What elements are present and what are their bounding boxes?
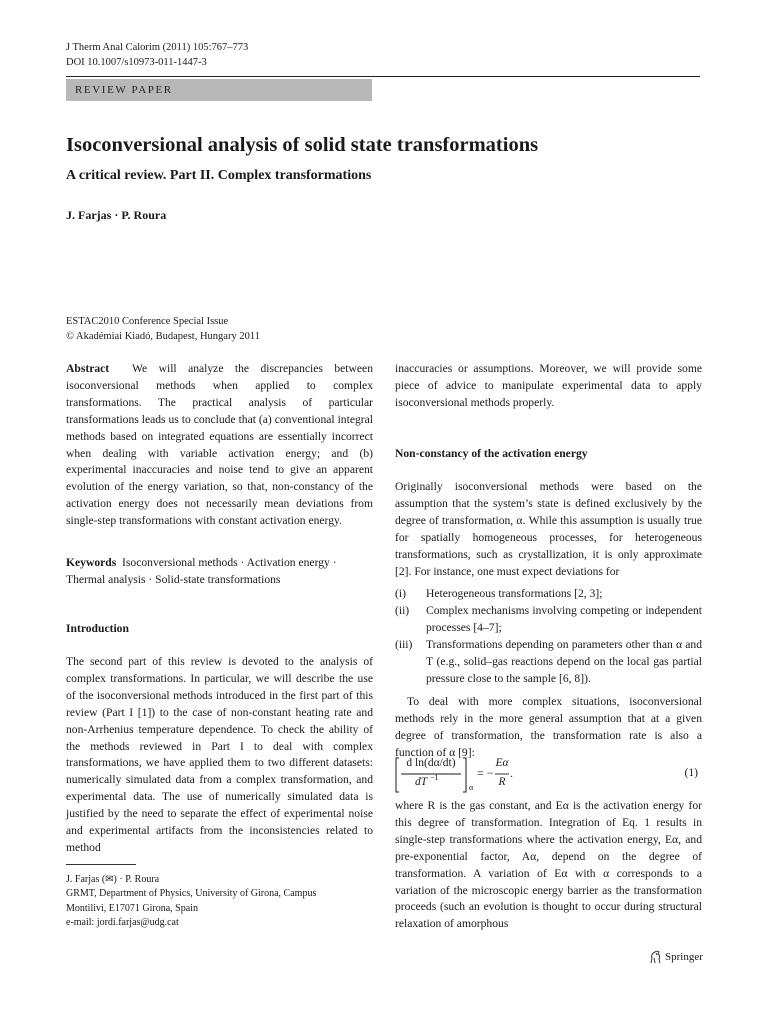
equation-exponent: −1 bbox=[430, 773, 439, 782]
rhs-denominator: R bbox=[498, 776, 506, 788]
list-item bbox=[395, 586, 702, 603]
paper-subtitle: A critical review. Part II. Complex transformations bbox=[66, 168, 372, 183]
introduction-paragraph: The second part of this review is devoted to the analysis of complex transformations. In particular, we will describe the use of the isoconversional methods introduced in the first part of this review (Part I [1]) to the case of non-constant heating rate and non-Arrhenius temperature dependence. To check the ability of the methods reviewed in Part I to deal with complex transformations, we have applied them to two different datasets: numerically simulated data from a complex transformation, and experimental data. The use of numerically simulated data is justified by the need to separate the effect of experimental noise and experimental artifacts from the inconsistencies related to method bbox=[66, 655, 373, 854]
list-item-number: (ii) bbox=[395, 604, 410, 618]
continuation-paragraph: inaccuracies or assumptions. Moreover, we will provide some piece of advice to manipulate experimental data to apply isoconversional methods properly. bbox=[395, 362, 702, 409]
article-type-banner bbox=[66, 79, 372, 101]
list-item-text: Heterogeneous transformations [2, 3]; bbox=[426, 587, 603, 601]
copyright-line: © Akadémiai Kiadó, Budapest, Hungary 2011 bbox=[66, 331, 260, 342]
keywords-label: Keywords bbox=[66, 556, 117, 569]
equals-minus-sign: = − bbox=[477, 766, 494, 780]
activation-paragraph-3: where R is the gas constant, and Eα is the activation energy for this degree of transformation. Integration of Eq. 1 results in single-step transformations where the activation energy, Eα, and pre-exponential factor, Aα, depend on the degree of transformation. A variation of Eα with α corresponds to a variation of the microscopic energy barrier as the transformation proceeds (such an evolution is thought to occur during structural relaxation of amorphous bbox=[395, 799, 702, 931]
equation-number: (1) bbox=[684, 766, 698, 779]
abstract-block bbox=[66, 361, 373, 530]
footnote-affiliation-2: Montilivi, E17071 Girona, Spain bbox=[66, 902, 198, 914]
footnote-affiliation-1: GRMT, Department of Physics, University of Girona, Campus bbox=[66, 888, 317, 900]
abstract-label: Abstract bbox=[66, 362, 110, 375]
keywords-text: Isoconversional methods · Activation energy · Thermal analysis · Solid-state transformations bbox=[66, 556, 337, 586]
equation-denominator: dT bbox=[415, 776, 428, 788]
conference-info bbox=[66, 314, 260, 344]
activation-energy-body bbox=[395, 479, 702, 762]
list-item-number: (i) bbox=[395, 587, 406, 601]
author-footnote bbox=[66, 873, 373, 931]
right-bracket bbox=[463, 758, 466, 792]
article-type-label: REVIEW PAPER bbox=[75, 84, 173, 96]
left-bracket bbox=[396, 758, 399, 792]
publisher-name: Springer bbox=[665, 951, 703, 963]
activation-paragraph-2: To deal with more complex situations, isoconversional methods rely in the more general assumption that at a given degree of transformation, the transformation rate is also a function of α [9]: bbox=[395, 694, 702, 759]
footnote-rule bbox=[66, 864, 136, 865]
conference-issue: ESTAC2010 Conference Special Issue bbox=[66, 316, 229, 327]
equation-1 bbox=[395, 756, 702, 796]
journal-citation: J Therm Anal Calorim (2011) 105:767–773 bbox=[66, 42, 249, 53]
introduction-heading: Introduction bbox=[66, 622, 129, 635]
list-item bbox=[395, 603, 702, 637]
abstract-text: We will analyze the discrepancies between isoconversional methods when applied to complex transformations. The practical analysis of particular transformations leads us to conclude that (a) conventional integral methods based on integrated equations are essentially incorrect when dealing with variable activation energy; and (b) experimental inaccuracies and noise tend to give an apparent evolution of the energy variation, so that, non-constancy of the activation energy does not necessarily mean deviations from single-step transformations with constant activation energy. bbox=[66, 362, 373, 528]
list-item-number: (iii) bbox=[395, 638, 413, 652]
paper-title: Isoconversional analysis of solid state transformations bbox=[66, 134, 539, 156]
publisher-logo bbox=[648, 950, 703, 964]
equation-subscript: α bbox=[469, 783, 474, 792]
list-item-text: Complex mechanisms involving competing or independent processes [4–7]; bbox=[426, 604, 702, 635]
journal-header bbox=[66, 40, 248, 70]
header-rule bbox=[66, 76, 700, 77]
deviation-list bbox=[395, 586, 702, 687]
list-item bbox=[395, 637, 702, 688]
right-column-continuation bbox=[395, 361, 702, 412]
footnote-authors: J. Farjas (✉) · P. Roura bbox=[66, 874, 160, 885]
springer-horse-icon bbox=[648, 950, 662, 964]
author-list: J. Farjas · P. Roura bbox=[66, 208, 167, 222]
section-heading-activation-energy: Non-constancy of the activation energy bbox=[395, 447, 588, 460]
rhs-numerator: Eα bbox=[495, 757, 509, 769]
activation-paragraph-1: Originally isoconversional methods were based on the assumption that the system’s state is defined exclusively by the degree of transformation, α. While this assumption is usually true for spatially homogeneous processes, for heterogeneous transformations, such as crystallization, it is only approximate [2]. For instance, one must expect deviations for bbox=[395, 480, 702, 578]
keywords-block bbox=[66, 555, 373, 589]
equation-period: . bbox=[510, 766, 513, 780]
doi[interactable]: DOI 10.1007/s10973-011-1447-3 bbox=[66, 57, 207, 68]
footnote-email[interactable]: e-mail: jordi.farjas@udg.cat bbox=[66, 917, 179, 929]
list-item-text: Transformations depending on parameters other than α and T (e.g., solid–gas reactions depend on the local gas partial pressure close to the sample [6, 8]). bbox=[426, 638, 702, 685]
activation-energy-body-continued bbox=[395, 798, 702, 933]
introduction-body bbox=[66, 654, 373, 857]
equation-numerator: d ln(dα/dt) bbox=[406, 757, 456, 769]
